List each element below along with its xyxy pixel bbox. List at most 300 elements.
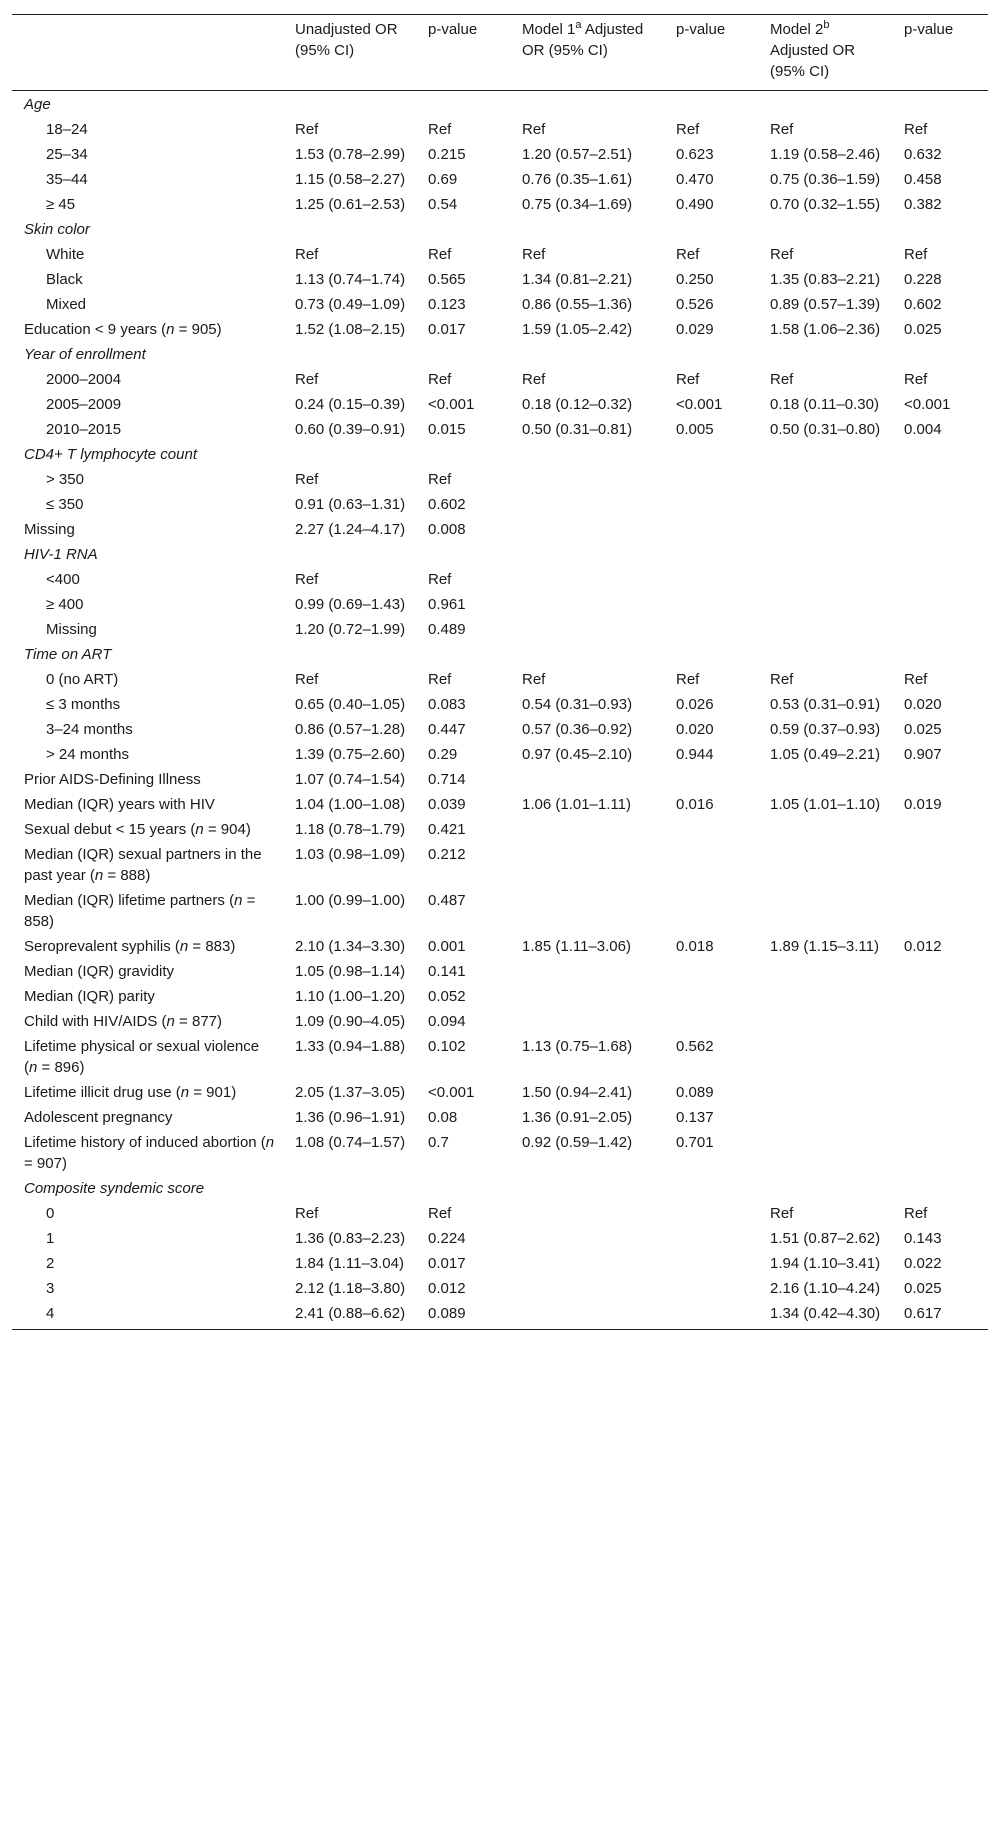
p-value-cell — [664, 984, 758, 1009]
p-value-cell — [664, 817, 758, 842]
model-1-or-cell: 0.75 (0.34–1.69) — [522, 196, 633, 213]
row-label-text: 4 — [46, 1305, 55, 1322]
empty-cell — [664, 91, 758, 118]
empty-cell — [510, 642, 664, 667]
section-label — [12, 217, 283, 242]
empty-cell — [283, 342, 416, 367]
p-value-cell — [892, 1034, 988, 1080]
p-value-cell — [892, 467, 988, 492]
row-label-n: n — [234, 892, 243, 909]
row-label — [12, 167, 283, 192]
p-value-cell: Ref — [428, 471, 452, 488]
row-label-text: > 350 — [46, 471, 84, 488]
row-label-text: Median (IQR) sexual partners in the past year ( — [24, 846, 262, 884]
empty-cell — [283, 542, 416, 567]
model-1-or-cell: 1.36 (0.91–2.05) — [522, 1109, 633, 1126]
model-1-or-cell: Ref — [522, 671, 546, 688]
model-1-or-cell: 1.59 (1.05–2.42) — [522, 321, 633, 338]
model-2-or-cell: 0.70 (0.32–1.55) — [770, 196, 881, 213]
table-row — [12, 1080, 988, 1105]
row-label-text: 25–34 — [46, 146, 88, 163]
row-label-count: = 901) — [189, 1084, 237, 1101]
p-value-cell — [892, 492, 988, 517]
p-value-cell: Ref — [428, 1205, 452, 1222]
model-2-or-cell — [758, 1105, 892, 1130]
p-value-cell: Ref — [904, 246, 928, 263]
section-label — [12, 342, 283, 367]
p-value-cell: 0.089 — [676, 1084, 714, 1101]
model-2-or-cell — [758, 1080, 892, 1105]
row-label-n: n — [179, 938, 189, 955]
model-1-or-cell: 0.92 (0.59–1.42) — [522, 1134, 633, 1151]
row-label-text: 2005–2009 — [46, 396, 122, 413]
model-1-or-cell: 1.34 (0.81–2.21) — [522, 271, 633, 288]
table-row — [12, 817, 988, 842]
model-1-or-cell: 0.57 (0.36–0.92) — [522, 721, 633, 738]
row-label — [12, 292, 283, 317]
unadjusted-or-cell: 1.25 (0.61–2.53) — [295, 196, 406, 213]
row-label — [12, 617, 283, 642]
unadjusted-or-cell: 2.12 (1.18–3.80) — [295, 1280, 406, 1297]
unadjusted-or-cell: 1.53 (0.78–2.99) — [295, 146, 406, 163]
p-value-cell: <0.001 — [676, 396, 723, 413]
model-1-or-cell — [510, 767, 664, 792]
p-value-cell: 0.944 — [676, 746, 714, 763]
empty-cell — [416, 91, 510, 118]
empty-cell — [664, 217, 758, 242]
unadjusted-or-cell: Ref — [295, 121, 319, 138]
section-header-row — [12, 91, 988, 118]
row-label-text: Skin color — [24, 221, 90, 238]
model-1-or-cell: 1.06 (1.01–1.11) — [522, 796, 631, 813]
row-label-n: n — [94, 867, 104, 884]
p-value-cell — [892, 842, 988, 888]
p-value-cell: 0.025 — [904, 321, 942, 338]
model-2-or-cell: Ref — [770, 246, 794, 263]
section-header-row — [12, 217, 988, 242]
header-model-2-label: Model 2 — [770, 21, 824, 38]
row-label — [12, 367, 283, 392]
model-2-or-cell — [758, 492, 892, 517]
unadjusted-or-cell: 1.09 (0.90–4.05) — [295, 1013, 406, 1030]
header-model-2-or — [758, 15, 892, 91]
unadjusted-or-cell: 1.15 (0.58–2.27) — [295, 171, 406, 188]
unadjusted-or-cell: 1.36 (0.83–2.23) — [295, 1230, 406, 1247]
p-value-cell: 0.447 — [428, 721, 466, 738]
row-label-text: Prior AIDS-Defining Illness — [24, 771, 201, 788]
row-label — [12, 117, 283, 142]
unadjusted-or-cell: Ref — [295, 1205, 319, 1222]
row-label — [12, 492, 283, 517]
row-label-count: = 888) — [103, 867, 151, 884]
table-row — [12, 392, 988, 417]
empty-cell — [892, 1176, 988, 1201]
empty-cell — [758, 442, 892, 467]
model-2-or-cell: 0.53 (0.31–0.91) — [770, 696, 881, 713]
row-label-text: Sexual debut < 15 years ( — [24, 821, 196, 838]
model-1-or-cell — [510, 1276, 664, 1301]
header-p-value-3 — [892, 15, 988, 91]
p-value-cell — [664, 1226, 758, 1251]
p-value-cell: 0.102 — [428, 1038, 466, 1055]
p-value-cell — [664, 888, 758, 934]
unadjusted-or-cell: Ref — [295, 471, 319, 488]
row-label — [12, 142, 283, 167]
row-label-text: Missing — [46, 621, 97, 638]
p-value-cell: 0.69 — [428, 171, 458, 188]
unadjusted-or-cell: 0.73 (0.49–1.09) — [295, 296, 406, 313]
empty-cell — [892, 342, 988, 367]
p-value-cell: Ref — [428, 121, 452, 138]
section-label — [12, 542, 283, 567]
p-value-cell: 0.089 — [428, 1305, 466, 1322]
p-value-cell: 0.212 — [428, 846, 466, 863]
unadjusted-or-cell: 1.05 (0.98–1.14) — [295, 963, 406, 980]
table-header — [12, 15, 988, 91]
p-value-cell — [664, 1301, 758, 1330]
row-label-text: <400 — [46, 571, 80, 588]
model-2-or-cell — [758, 767, 892, 792]
empty-cell — [510, 91, 664, 118]
row-label — [12, 192, 283, 217]
row-label-n: n — [166, 321, 175, 338]
table-row — [12, 167, 988, 192]
model-1-or-cell — [510, 959, 664, 984]
row-label — [12, 592, 283, 617]
row-label-text: > 24 months — [46, 746, 129, 763]
p-value-cell: 0.025 — [904, 721, 942, 738]
row-label-count: = 883) — [188, 938, 236, 955]
row-label-count: = 905) — [174, 321, 222, 338]
row-label-text: 2000–2004 — [46, 371, 122, 388]
p-value-cell — [664, 767, 758, 792]
model-1-or-cell: 0.54 (0.31–0.93) — [522, 696, 633, 713]
row-label-text: ≥ 400 — [46, 596, 84, 613]
p-value-cell: 0.020 — [676, 721, 714, 738]
model-2-or-cell: 0.59 (0.37–0.93) — [770, 721, 881, 738]
unadjusted-or-cell: 0.91 (0.63–1.31) — [295, 496, 406, 513]
empty-cell — [664, 542, 758, 567]
row-label-text: 18–24 — [46, 121, 88, 138]
model-1-or-cell: 1.50 (0.94–2.41) — [522, 1084, 633, 1101]
row-label-text: ≤ 3 months — [46, 696, 121, 713]
model-2-or-cell: Ref — [770, 1205, 794, 1222]
model-1-or-cell — [510, 1226, 664, 1251]
p-value-cell: 0.54 — [428, 196, 458, 213]
unadjusted-or-cell: 1.03 (0.98–1.09) — [295, 846, 406, 863]
table-row — [12, 192, 988, 217]
table-row — [12, 592, 988, 617]
row-label — [12, 1201, 283, 1226]
p-value-cell: 0.141 — [428, 963, 466, 980]
empty-cell — [283, 91, 416, 118]
model-2-or-cell — [758, 888, 892, 934]
p-value-cell: Ref — [676, 371, 700, 388]
header-model-1-label: Model 1 — [522, 21, 576, 38]
table-row — [12, 1226, 988, 1251]
table-row — [12, 242, 988, 267]
p-value-cell — [664, 959, 758, 984]
empty-cell — [510, 542, 664, 567]
row-label-text: 3–24 months — [46, 721, 133, 738]
unadjusted-or-cell: 1.84 (1.11–3.04) — [295, 1255, 404, 1272]
model-1-or-cell: 1.85 (1.11–3.06) — [522, 938, 631, 955]
p-value-cell: 0.018 — [676, 938, 714, 955]
p-value-cell: 0.526 — [676, 296, 714, 313]
p-value-cell — [892, 984, 988, 1009]
model-2-or-cell: 1.58 (1.06–2.36) — [770, 321, 881, 338]
empty-cell — [283, 642, 416, 667]
unadjusted-or-cell: Ref — [295, 571, 319, 588]
row-label-text: 1 — [46, 1230, 55, 1247]
unadjusted-or-cell: 0.60 (0.39–0.91) — [295, 421, 406, 438]
header-p-value-2-text: p-value — [676, 21, 726, 38]
model-1-or-cell — [510, 1301, 664, 1330]
row-label — [12, 467, 283, 492]
empty-cell — [758, 342, 892, 367]
p-value-cell: 0.382 — [904, 196, 942, 213]
p-value-cell: 0.602 — [904, 296, 942, 313]
empty-cell — [758, 217, 892, 242]
table-row — [12, 1105, 988, 1130]
p-value-cell: 0.123 — [428, 296, 466, 313]
row-label — [12, 792, 283, 817]
header-model-1-or — [510, 15, 664, 91]
odds-ratio-table — [12, 14, 988, 1330]
empty-cell — [664, 642, 758, 667]
table-row — [12, 959, 988, 984]
model-2-or-cell: 1.34 (0.42–4.30) — [770, 1305, 881, 1322]
p-value-cell — [892, 888, 988, 934]
row-label-text: Lifetime history of induced abortion ( — [24, 1134, 266, 1151]
model-1-or-cell — [510, 842, 664, 888]
table-row — [12, 742, 988, 767]
p-value-cell: Ref — [676, 121, 700, 138]
row-label-count: = 858) — [24, 892, 256, 930]
row-label — [12, 742, 283, 767]
row-label-text: Composite syndemic score — [24, 1180, 205, 1197]
section-header-row — [12, 542, 988, 567]
p-value-cell: 0.458 — [904, 171, 942, 188]
p-value-cell: 0.008 — [428, 521, 466, 538]
row-label — [12, 1105, 283, 1130]
row-label-text: 3 — [46, 1280, 55, 1297]
p-value-cell: 0.016 — [676, 796, 714, 813]
row-label-count: = 904) — [203, 821, 251, 838]
p-value-cell: 0.215 — [428, 146, 466, 163]
unadjusted-or-cell: 1.08 (0.74–1.57) — [295, 1134, 406, 1151]
p-value-cell: 0.487 — [428, 892, 466, 909]
section-header-row — [12, 342, 988, 367]
p-value-cell: 0.490 — [676, 196, 714, 213]
p-value-cell — [664, 1276, 758, 1301]
p-value-cell: 0.224 — [428, 1230, 466, 1247]
model-1-or-cell — [510, 1009, 664, 1034]
table-row — [12, 692, 988, 717]
empty-cell — [510, 1176, 664, 1201]
unadjusted-or-cell: 1.36 (0.96–1.91) — [295, 1109, 406, 1126]
p-value-cell: Ref — [676, 671, 700, 688]
p-value-cell: 0.562 — [676, 1038, 714, 1055]
p-value-cell — [664, 1201, 758, 1226]
p-value-cell: 0.005 — [676, 421, 714, 438]
model-2-or-cell: 0.89 (0.57–1.39) — [770, 296, 881, 313]
empty-cell — [283, 217, 416, 242]
table-row — [12, 667, 988, 692]
p-value-cell — [892, 959, 988, 984]
unadjusted-or-cell: Ref — [295, 371, 319, 388]
row-label — [12, 1251, 283, 1276]
p-value-cell: Ref — [904, 371, 928, 388]
unadjusted-or-cell: Ref — [295, 246, 319, 263]
model-2-or-cell: 1.19 (0.58–2.46) — [770, 146, 881, 163]
header-model-1-rest: Adjusted OR (95% CI) — [522, 21, 644, 59]
row-label — [12, 267, 283, 292]
p-value-cell: Ref — [904, 121, 928, 138]
table-row — [12, 492, 988, 517]
table-row — [12, 1201, 988, 1226]
p-value-cell: 0.228 — [904, 271, 942, 288]
row-label — [12, 517, 283, 542]
p-value-cell: 0.026 — [676, 696, 714, 713]
p-value-cell — [892, 617, 988, 642]
table-row — [12, 317, 988, 342]
unadjusted-or-cell: 1.39 (0.75–2.60) — [295, 746, 406, 763]
empty-cell — [664, 1176, 758, 1201]
model-2-or-cell: Ref — [770, 671, 794, 688]
row-label-text: 2 — [46, 1255, 55, 1272]
row-label-text: ≤ 350 — [46, 496, 84, 513]
model-1-or-cell: 0.86 (0.55–1.36) — [522, 296, 633, 313]
row-label-count: = 877) — [174, 1013, 223, 1030]
table-row — [12, 1251, 988, 1276]
table-row — [12, 267, 988, 292]
row-label — [12, 242, 283, 267]
table-row — [12, 567, 988, 592]
model-2-or-cell: 1.94 (1.10–3.41) — [770, 1255, 881, 1272]
header-model-2-footnote: b — [823, 19, 830, 31]
empty-cell — [416, 217, 510, 242]
unadjusted-or-cell: 0.24 (0.15–0.39) — [295, 396, 406, 413]
table-row — [12, 517, 988, 542]
row-label — [12, 1301, 283, 1330]
p-value-cell: 0.012 — [904, 938, 942, 955]
header-variable — [12, 15, 283, 91]
empty-cell — [892, 542, 988, 567]
model-1-or-cell: Ref — [522, 121, 546, 138]
p-value-cell: 0.015 — [428, 421, 466, 438]
row-label — [12, 692, 283, 717]
unadjusted-or-cell: 1.10 (1.00–1.20) — [295, 988, 406, 1005]
model-1-or-cell — [510, 492, 664, 517]
row-label-text: Mixed — [46, 296, 87, 313]
empty-cell — [758, 91, 892, 118]
p-value-cell — [892, 1080, 988, 1105]
model-1-or-cell — [510, 1201, 664, 1226]
p-value-cell: 0.565 — [428, 271, 466, 288]
empty-cell — [416, 442, 510, 467]
section-label — [12, 1176, 283, 1201]
row-label-text: Median (IQR) lifetime partners ( — [24, 892, 235, 909]
p-value-cell: 0.632 — [904, 146, 942, 163]
empty-cell — [283, 1176, 416, 1201]
model-1-or-cell — [510, 517, 664, 542]
model-1-or-cell — [510, 1251, 664, 1276]
row-label-n: n — [265, 1134, 275, 1151]
section-label — [12, 642, 283, 667]
row-label-text: 2010–2015 — [46, 421, 122, 438]
model-1-or-cell — [510, 567, 664, 592]
row-label — [12, 417, 283, 442]
row-label — [12, 842, 283, 888]
model-2-or-cell: 1.05 (0.49–2.21) — [770, 746, 881, 763]
row-label-n: n — [29, 1059, 38, 1076]
section-label — [12, 91, 283, 118]
empty-cell — [758, 642, 892, 667]
header-model-2-rest: Adjusted OR (95% CI) — [770, 42, 856, 80]
p-value-cell: <0.001 — [428, 396, 475, 413]
row-label — [12, 888, 283, 934]
p-value-cell: 0.039 — [428, 796, 466, 813]
row-label-text: Child with HIV/AIDS ( — [24, 1013, 167, 1030]
model-2-or-cell: 0.75 (0.36–1.59) — [770, 171, 881, 188]
header-p-value-2 — [664, 15, 758, 91]
row-label-count: = 896) — [37, 1059, 85, 1076]
table-row — [12, 1301, 988, 1330]
row-label — [12, 717, 283, 742]
row-label-text: Seroprevalent syphilis ( — [24, 938, 180, 955]
model-2-or-cell — [758, 617, 892, 642]
table-row — [12, 1009, 988, 1034]
table-row — [12, 417, 988, 442]
p-value-cell — [664, 592, 758, 617]
p-value-cell: Ref — [428, 371, 452, 388]
row-label — [12, 817, 283, 842]
row-label-text: 0 — [46, 1205, 55, 1222]
p-value-cell: 0.08 — [428, 1109, 458, 1126]
row-label — [12, 317, 283, 342]
row-label — [12, 767, 283, 792]
model-1-or-cell: 1.20 (0.57–2.51) — [522, 146, 633, 163]
p-value-cell: 0.004 — [904, 421, 942, 438]
model-2-or-cell — [758, 984, 892, 1009]
p-value-cell: 0.001 — [428, 938, 466, 955]
table-row — [12, 1130, 988, 1176]
p-value-cell: 0.017 — [428, 321, 466, 338]
unadjusted-or-cell: Ref — [295, 671, 319, 688]
p-value-cell: 0.143 — [904, 1230, 942, 1247]
section-header-row — [12, 642, 988, 667]
p-value-cell — [892, 817, 988, 842]
p-value-cell: <0.001 — [904, 396, 951, 413]
header-p-value-3-text: p-value — [904, 21, 954, 38]
model-1-or-cell — [510, 467, 664, 492]
p-value-cell — [892, 767, 988, 792]
section-header-row — [12, 442, 988, 467]
p-value-cell: 0.714 — [428, 771, 466, 788]
unadjusted-or-cell: 2.10 (1.34–3.30) — [295, 938, 406, 955]
empty-cell — [892, 217, 988, 242]
row-label — [12, 959, 283, 984]
model-2-or-cell — [758, 467, 892, 492]
model-2-or-cell: Ref — [770, 121, 794, 138]
row-label-text: Lifetime physical or sexual violence ( — [24, 1038, 260, 1076]
unadjusted-or-cell: 2.05 (1.37–3.05) — [295, 1084, 406, 1101]
row-label — [12, 934, 283, 959]
row-label-text: Black — [46, 271, 83, 288]
unadjusted-or-cell: 1.33 (0.94–1.88) — [295, 1038, 406, 1055]
p-value-cell: 0.025 — [904, 1280, 942, 1297]
